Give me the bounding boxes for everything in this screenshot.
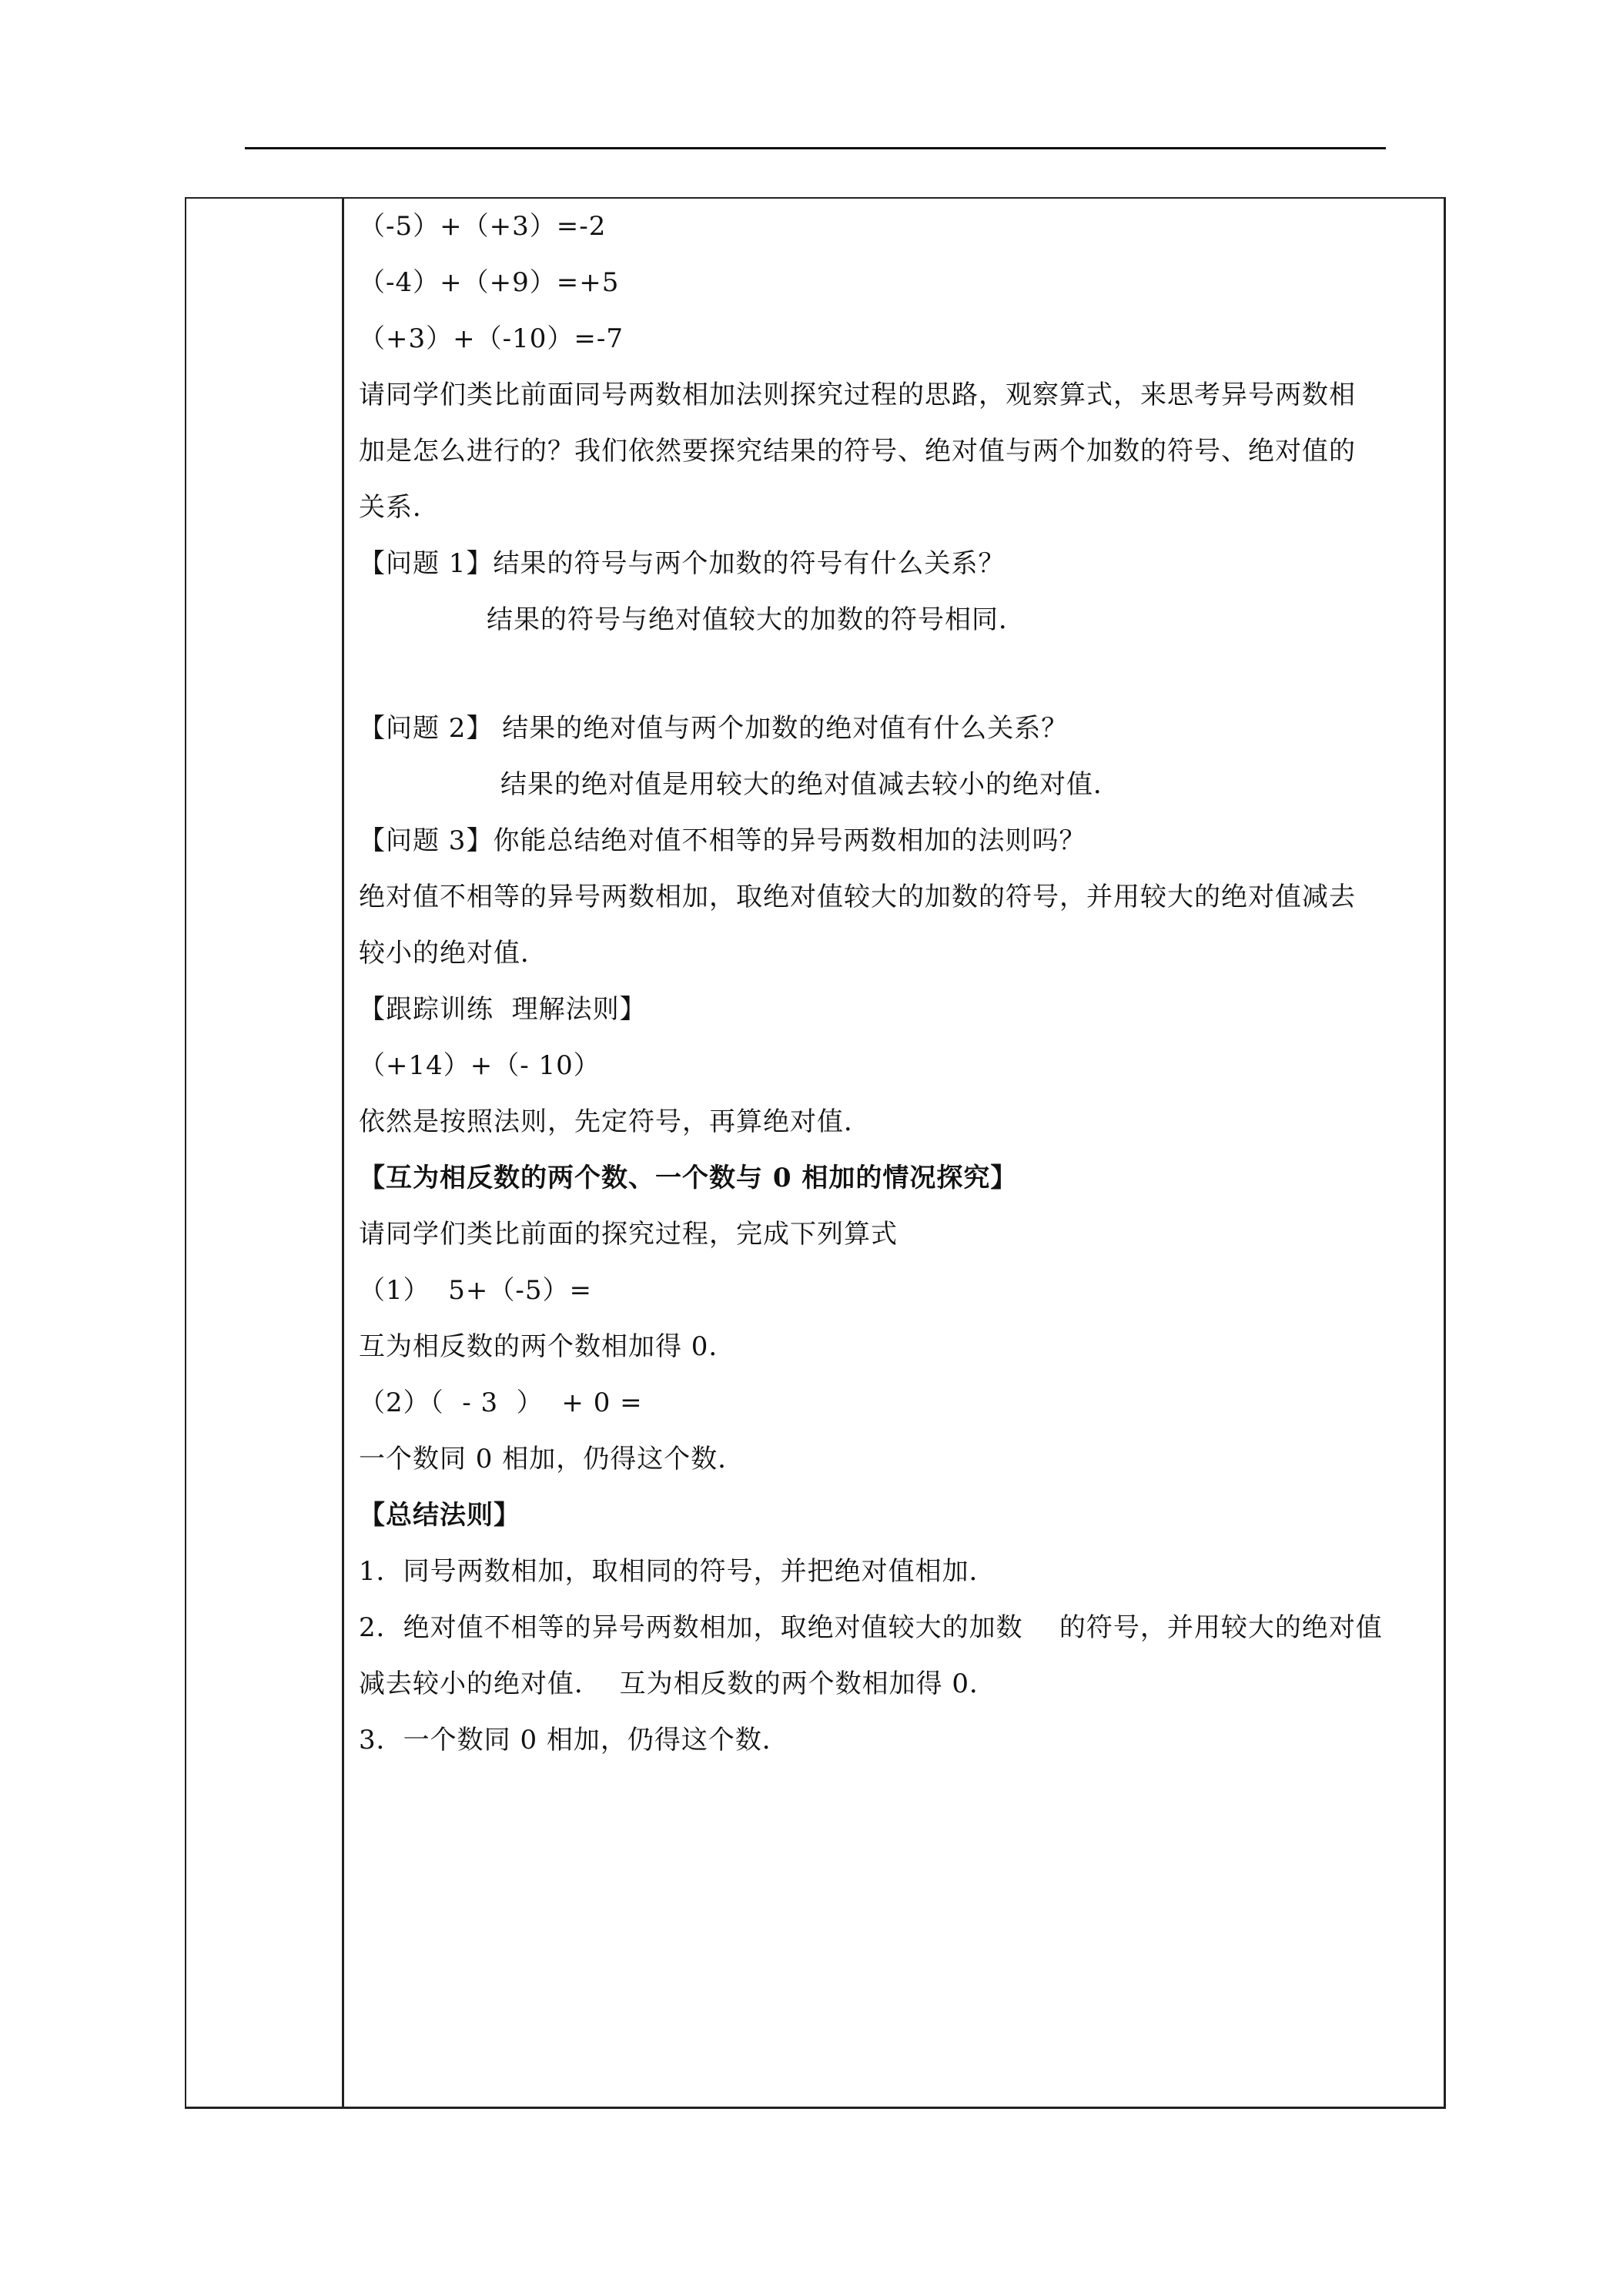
- equation-line: （1） 5+（-5）=: [359, 1275, 592, 1306]
- rule-item: 2．绝对值不相等的异号两数相加，取绝对值较大的加数 的符号，并用较大的绝对值: [359, 1612, 1383, 1643]
- header-rule: [245, 147, 1386, 149]
- column-divider: [342, 197, 344, 2109]
- equation-line: （-5）+（+3）=-2: [359, 211, 607, 242]
- equation-line: （-4）+（+9）=+5: [359, 267, 620, 298]
- paragraph-line: 互为相反数的两个数相加得 0．: [359, 1331, 736, 1362]
- answer-1: 结果的符号与绝对值较大的加数的符号相同．: [487, 604, 1026, 635]
- answer-2: 结果的绝对值是用较大的绝对值减去较小的绝对值．: [500, 769, 1120, 800]
- rule-item: 3．一个数同 0 相加，仍得这个数．: [359, 1725, 789, 1755]
- rule-item: 1．同号两数相加，取相同的符号，并把绝对值相加．: [359, 1556, 996, 1587]
- equation-line: （+14）+（- 10）: [359, 1050, 601, 1081]
- question-1: 【问题 1】结果的符号与两个加数的符号有什么关系？: [359, 548, 1006, 579]
- paragraph-line: 请同学们类比前面同号两数相加法则探究过程的思路，观察算式，来思考异号两数相: [359, 380, 1356, 410]
- section-heading-bold: 【互为相反数的两个数、一个数与 0 相加的情况探究】: [359, 1163, 1018, 1193]
- blank-gap: [359, 648, 1431, 701]
- section-heading: 【跟踪训练 理解法则】: [359, 994, 647, 1025]
- rule-item: 减去较小的绝对值． 互为相反数的两个数相加得 0．: [359, 1668, 997, 1699]
- question-2: 【问题 2】 结果的绝对值与两个加数的绝对值有什么关系？: [359, 713, 1069, 744]
- summary-heading: 【总结法则】: [359, 1500, 520, 1531]
- paragraph-line: 依然是按照法则，先定符号，再算绝对值．: [359, 1106, 871, 1137]
- lesson-content: [359, 199, 1431, 1769]
- question-3: 【问题 3】你能总结绝对值不相等的异号两数相加的法则吗？: [359, 825, 1086, 856]
- equation-line: （+3）+（-10）=-7: [359, 323, 624, 354]
- paragraph-line: 一个数同 0 相加，仍得这个数．: [359, 1444, 745, 1474]
- paragraph-line: 加是怎么进行的？我们依然要探究结果的符号、绝对值与两个加数的符号、绝对值的: [359, 436, 1356, 467]
- equation-line: （2）（ - 3 ） + 0 =: [359, 1387, 643, 1418]
- paragraph-line: 请同学们类比前面的探究过程，完成下列算式: [359, 1219, 898, 1250]
- answer-3-line: 较小的绝对值．: [359, 938, 547, 969]
- answer-3-line: 绝对值不相等的异号两数相加，取绝对值较大的加数的符号，并用较大的绝对值减去: [359, 882, 1356, 912]
- paragraph-line: 关系．: [359, 492, 440, 523]
